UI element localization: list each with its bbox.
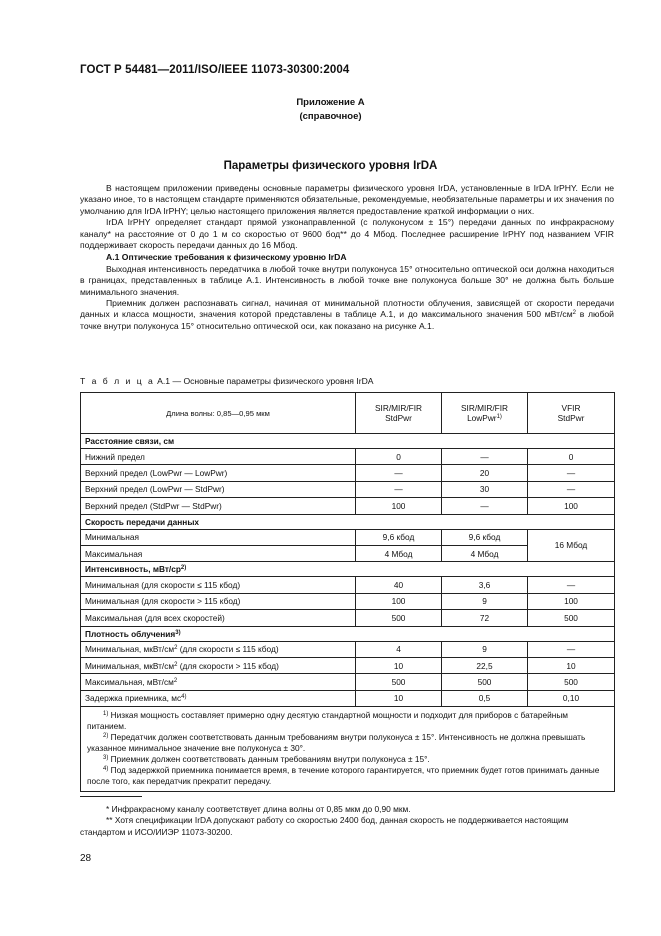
table-note: $^{2)}$ Передатчик должен соответствовать данным требованиям внутри полуконуса ± 15°. Интенсивность не должна превышать указанное минимальное значение вне полуконуса ± 30°.: [87, 732, 586, 754]
header-wavelength: Длина волны: 0,85—0,95 мкм: [81, 393, 356, 434]
table-row: Нижний предел 0 — 0: [81, 449, 615, 465]
section-a1-paragraph-1: Выходная интенсивность передатчика в любой точке внутри полуконуса 15° относительно оптической оси должна находиться в границах, представленных в таблице А.1. Интенсивность в любой точке вне полуконуса больше 30° не должна быть больше минимального значения.: [80, 263, 614, 297]
header-low-pwr: SIR/MIR/FIR LowPwr$^{1)}$: [442, 393, 528, 434]
document-header: ГОСТ Р 54481—2011/ISO/IEEE 11073-30300:2004: [80, 64, 350, 76]
table-row: Максимальная (для всех скоростей) 500 72 500: [81, 610, 615, 626]
footnote: ** Хотя спецификации IrDA допускают работу со скоростью 2400 бод, данная скорость не поддерживается настоящим стандартом и ИСО/ИИЭР 11073-30200.: [80, 815, 569, 837]
page-number: 28: [80, 853, 92, 864]
table-note: $^{1)}$ Низкая мощность составляет примерно одну десятую стандартной мощности и подходит для приборов с батарейным питанием.: [87, 710, 568, 732]
table-row: Максимальная 4 Мбод 4 Мбод: [81, 545, 615, 561]
header-std-pwr: SIR/MIR/FIR StdPwr: [356, 393, 442, 434]
table-row: Верхний предел (StdPwr — StdPwr) 100 — 100: [81, 498, 615, 514]
intro-paragraph-1: В настоящем приложении приведены основные параметры физического уровня IrDA, установленные в IrDA IrPHY. Если не указано иное, то в настоящем стандарте применяются обязательные, рекомендуемые, необязательные параметры и их значения по умолчанию для IrDA IrPHY; целью настоящего приложения является предоставление краткой информации о них.: [80, 183, 614, 216]
section-a1-paragraph-2: Приемник должен распознавать сигнал, начиная от минимальной плотности облучения, зависящей от скорости передачи данных и класса мощности, значения которой представлены в таблице А.1, и до максимального значения 500 мВт/$см^2$ в любой точке внутри полуконуса 15° относительно оптической оси, как показано на рисунке А.1.: [80, 298, 614, 331]
table-row: Верхний предел (LowPwr — StdPwr) — 30 —: [81, 481, 615, 497]
table-row-receiver-delay: Задержка приемника, $мс^{4)}$ 10 0,5 0,10: [81, 690, 615, 706]
table-notes: [81, 707, 615, 792]
section-a1-heading: А.1 Оптические требования к физическому уровню IrDA: [106, 252, 347, 263]
table-row: Минимальная (для скорости > 115 кбод) 100 9 100: [81, 593, 615, 609]
group-row-intensity: Интенсивность, мВт/$ср^{2)}$: [81, 562, 615, 577]
group-row-speed: Скорость передачи данных: [81, 514, 615, 529]
table-row: Верхний предел (LowPwr — LowPwr) — 20 —: [81, 465, 615, 481]
footnotes: [80, 804, 614, 838]
group-row-distance: Расстояние связи, см: [81, 434, 615, 449]
table-note: $^{4)}$ Под задержкой приемника понимается время, в течение которого гарантируется, что приемник будет готов принимать данные после того, как передатчик прекратит передачу.: [87, 765, 600, 787]
table-row: Минимальная, мкВт/$см^2$ (для скорости ≤ 115 кбод) 4 9 —: [81, 641, 615, 657]
group-row-irradiance: Плотность облучения$^{3)}$: [81, 626, 615, 641]
annex-title: Приложение А: [296, 97, 365, 108]
footnote: * Инфракрасному каналу соответствует длина волны от 0,85 мкм до 0,90 мкм.: [106, 804, 411, 814]
section-title: Параметры физического уровня IrDA: [223, 160, 438, 172]
vfir-speed-cell: 16 Мбод: [528, 529, 615, 562]
table-caption: Т а б л и ц а А.1 — Основные параметры физического уровня IrDA: [80, 376, 374, 386]
header-vfir: VFIR StdPwr: [528, 393, 615, 434]
table-notes-row: [81, 707, 615, 792]
table-row: Минимальная 9,6 кбод 9,6 кбод 16 Мбод: [81, 529, 615, 545]
table-row: Минимальная, мкВт/$см^2$ (для скорости > 115 кбод) 10 22,5 10: [81, 657, 615, 673]
annex-subtitle: (справочное): [299, 111, 362, 122]
table-row: Минимальная (для скорости ≤ 115 кбод) 40 3,6 —: [81, 577, 615, 593]
table-row: Максимальная, мВт/$см^2$ 500 500 500: [81, 674, 615, 690]
table-header-row: [81, 393, 615, 434]
parameters-table: [80, 392, 615, 792]
intro-paragraph-2: IrDA IrPHY определяет стандарт прямой узконаправленной (с полуконусом ± 15°) передачи данных по инфракрасному каналу* на расстояние от 0 до 1 м со скоростью от 9600 бод** до 4 Мбод. Последнее расширение IrPHY под названием VFIR поддерживает скорость передачи данных до 16 Мбод.: [80, 217, 614, 251]
intro-text: [80, 183, 614, 332]
table-note: $^{3)}$ Приемник должен соответствовать данным требованиям внутри полуконуса ± 15°.: [103, 754, 430, 765]
footnote-separator: [80, 796, 142, 797]
